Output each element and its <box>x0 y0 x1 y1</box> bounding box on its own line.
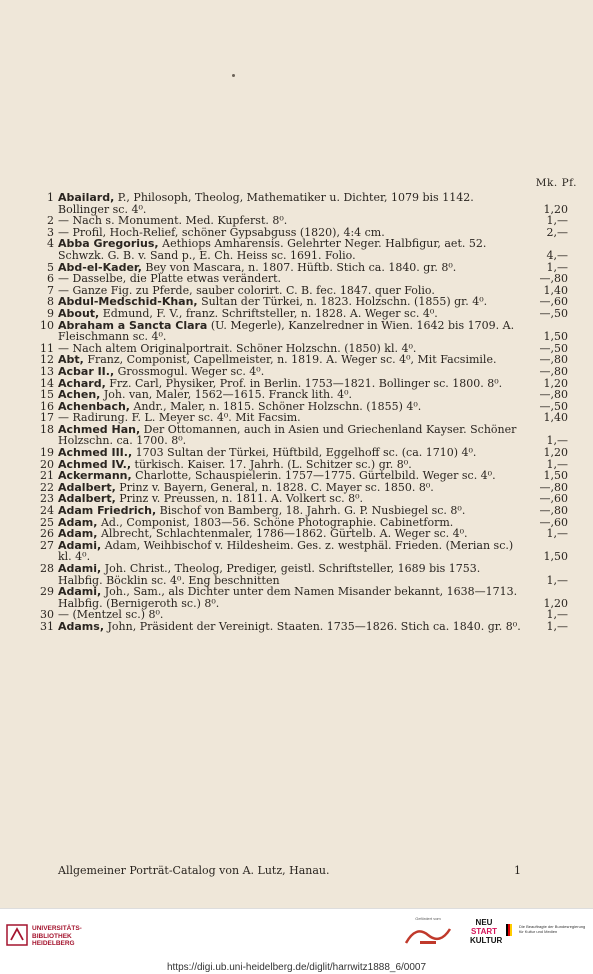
federal-eagle-icon <box>506 924 516 936</box>
entry-name: Acbar II., <box>58 364 115 378</box>
neu-line-2: START <box>470 927 498 936</box>
bkm-text: Die Beauftragte der Bundesregierung für Kultur und Medien <box>519 924 586 934</box>
entry-description: Franz, Componist, Capellmeister, n. 1819. A. Weger sc. 4⁰, Mit Facsimile. <box>83 353 497 367</box>
entry-price: —,50 <box>539 306 568 320</box>
entry-description: Bischof von Bamberg, 18. Jahrh. G. P. Nusbiegel sc. 8⁰. <box>156 504 466 518</box>
entry-number: 23 <box>40 492 54 506</box>
entry-description: Prinz v. Preussen, n. 1811. A. Volkert sc. 8⁰. <box>115 492 363 506</box>
entry-price: 1,— <box>546 619 568 633</box>
entry-description: John, Präsident der Vereinigt. Staaten. 1735—1826. Stich ca. 1840. gr. 8⁰. <box>104 619 521 633</box>
entry-description: P., Philosoph, Theolog, Mathematiker u. Dichter, 1079 bis 1142. Bollinger sc. 4⁰. <box>58 191 474 216</box>
entry-text <box>58 424 568 447</box>
entry-name: Achen, <box>58 388 101 402</box>
entry-number: 5 <box>47 260 54 274</box>
entry-text <box>58 621 568 633</box>
entry-description: — (Mentzel sc.) 8⁰. <box>58 608 164 622</box>
source-url[interactable]: https://digi.ub.uni-heidelberg.de/diglit/harrwitz1888_6/0007 <box>0 962 593 974</box>
entry-price: —,60 <box>539 492 568 506</box>
entry-name: Abba Gregorius, <box>58 237 159 251</box>
ub-heidelberg-logo-icon[interactable] <box>6 924 28 946</box>
entry-name: Adami, <box>58 585 102 599</box>
entry-price: 1,40 <box>543 411 568 425</box>
entry-number: 13 <box>40 364 54 378</box>
entry-description: — Dasselbe, die Platte etwas verändert. <box>58 272 282 286</box>
entry-number: 1 <box>47 191 54 204</box>
entry-name: Adam, <box>58 515 98 529</box>
entry-description: Sultan der Türkei, n. 1823. Holzschn. (1855) gr. 4⁰. <box>197 295 488 309</box>
sponsor-emblem-icon <box>398 921 458 949</box>
entry-description: Ad., Componist, 1803—56. Schöne Photographie. Cabinetform. <box>97 515 454 529</box>
entry-price: 1,50 <box>543 330 568 344</box>
entry-name: Adalbert, <box>58 480 116 494</box>
entry-price: 1,— <box>546 260 568 274</box>
catalog-entry <box>40 619 568 633</box>
entry-price: 1,— <box>546 434 568 448</box>
entry-price: —,60 <box>539 515 568 529</box>
entry-price: —,50 <box>539 341 568 355</box>
entry-price: 2,— <box>546 225 568 239</box>
entry-price: 1,— <box>546 608 568 622</box>
entry-price: 1,50 <box>543 469 568 483</box>
entry-number: 18 <box>40 422 54 436</box>
entry-number: 28 <box>40 562 54 575</box>
catalog-entry <box>40 562 568 587</box>
entry-name: Adami, <box>58 538 102 552</box>
entry-price: 1,20 <box>543 376 568 390</box>
entry-price: —,60 <box>539 295 568 309</box>
entry-name: Abraham a Sancta Clara <box>58 318 208 332</box>
entry-name: Achenbach, <box>58 399 130 413</box>
entry-description: türkisch. Kaiser. 17. Jahrh. (L. Schitzer sc.) gr. 8⁰. <box>131 457 412 471</box>
entry-price: 1,— <box>546 457 568 471</box>
entry-name: Abailard, <box>58 191 115 204</box>
entry-price: —,80 <box>539 364 568 378</box>
entry-price: 1,50 <box>543 550 568 564</box>
entry-number: 26 <box>40 527 54 541</box>
entry-number: 19 <box>40 446 54 460</box>
entry-price: 1,20 <box>543 596 568 610</box>
catalog-entry <box>47 191 568 216</box>
ub-line-2: BIBLIOTHEK <box>32 932 72 940</box>
entry-description: Prinz v. Bayern, General, n. 1828. C. Mayer sc. 1850. 8⁰. <box>115 480 434 494</box>
entry-number: 29 <box>40 585 54 599</box>
entry-number: 12 <box>40 353 54 367</box>
entry-number: 2 <box>47 214 54 228</box>
catalog-entry <box>40 585 568 610</box>
ub-heidelberg-text[interactable] <box>32 925 82 948</box>
entry-number: 31 <box>40 619 54 633</box>
entry-price: 1,20 <box>543 446 568 460</box>
entry-price: —,80 <box>539 504 568 518</box>
bkm-logo <box>506 924 586 936</box>
entry-description: — Profil, Hoch-Relief, schöner Gypsabguss (1820), 4:4 cm. <box>58 225 385 239</box>
entry-description: Aethiops Amharensis. Gelehrter Neger. Halbfigur, aet. 52. Schwzk. G. B. v. Sand p., E. Ch. Heiss sc. 1691. Folio. <box>58 237 487 262</box>
entry-number: 7 <box>47 283 54 297</box>
entry-name: Achmed IV., <box>58 457 132 471</box>
entry-price: —,80 <box>539 388 568 402</box>
entry-name: Achmed Han, <box>58 422 141 436</box>
entry-description: 1703 Sultan der Türkei, Hüftbild, Eggelhoff sc. (ca. 1710) 4⁰. <box>132 446 477 460</box>
entry-text <box>58 586 568 609</box>
entry-description: Joh. Christ., Theolog, Prediger, geistl. Schriftsteller, 1689 bis 1753. Halbfig. Böcklin sc. 4⁰. Eng beschnitten <box>58 562 481 587</box>
entry-description: (U. Megerle), Kanzelredner in Wien. 1642 bis 1709. A. Fleischmann sc. 4⁰. <box>58 318 515 344</box>
entry-number: 11 <box>40 341 54 355</box>
entry-name: Abt, <box>58 353 84 367</box>
entry-price: 4,— <box>546 248 568 262</box>
entry-name: About, <box>58 306 100 320</box>
entry-name: Ackermann, <box>58 469 132 483</box>
entry-number: 17 <box>40 411 54 425</box>
entry-number: 22 <box>40 480 54 494</box>
entry-number: 14 <box>40 376 54 390</box>
entry-name: Adam, <box>58 527 98 541</box>
entry-description: Frz. Carl, Physiker, Prof. in Berlin. 1753—1821. Bollinger sc. 1800. 8⁰. <box>105 376 503 390</box>
entry-number: 4 <box>47 237 54 251</box>
entry-text <box>58 320 568 343</box>
page-footer: Allgemeiner Porträt-Catalog von A. Lutz, Hanau. <box>58 864 330 877</box>
entry-number: 9 <box>47 306 54 320</box>
entry-description: — Radirung. F. L. Meyer sc. 4⁰. Mit Facsim. <box>58 411 301 425</box>
entry-price: 1,— <box>546 214 568 228</box>
neustart-kultur-logo <box>470 918 503 945</box>
bottom-logo-bar <box>0 908 593 963</box>
entry-number: 25 <box>40 515 54 529</box>
entry-name: Abd-el-Kader, <box>58 260 142 274</box>
entry-description: Joh. van, Maler, 1562—1615. Franck lith. 4⁰. <box>100 388 352 402</box>
entry-description: — Ganze Fig. zu Pferde, sauber colorirt. C. B. fec. 1847. quer Folio. <box>58 283 435 297</box>
catalog-entry <box>40 422 568 448</box>
entry-description: Andr., Maler, n. 1815. Schöner Holzschn. (1855) 4⁰. <box>129 399 422 413</box>
entry-description: Grossmogul. Weger sc. 4⁰. <box>114 364 265 378</box>
neu-line-3: KULTUR <box>470 936 503 945</box>
entry-name: Abdul-Medschid-Khan, <box>58 295 198 309</box>
entry-description: Bey von Mascara, n. 1807. Hüftb. Stich ca. 1840. gr. 8⁰. <box>141 260 457 274</box>
entry-name: Adam Friedrich, <box>58 504 157 518</box>
catalog-entry <box>47 237 568 262</box>
entry-number: 6 <box>47 272 54 286</box>
ink-dot <box>232 74 235 77</box>
entry-description: Der Ottomannen, auch in Asien und Griechenland Kayser. Schöner Holzschn. ca. 1700. 8⁰. <box>58 422 517 448</box>
entry-description: Adam, Weihbischof v. Hildesheim. Ges. z. westphäl. Frieden. (Merian sc.) kl. 4⁰. <box>58 538 514 564</box>
entry-price: —,80 <box>539 480 568 494</box>
entry-number: 10 <box>40 318 54 332</box>
entry-name: Adami, <box>58 562 102 575</box>
gefoerdert-label: Gefördert vom <box>415 916 441 921</box>
sponsor-logo <box>398 916 458 952</box>
entry-name: Achmed III., <box>58 446 133 460</box>
entry-description: Joh., Sam., als Dichter unter dem Namen Misander bekannt, 1638—1713. Halbfig. (Bernigeroth sc.) 8⁰. <box>58 585 518 610</box>
entry-name: Adams, <box>58 619 104 633</box>
catalog-entry <box>40 538 568 564</box>
entry-price: 1,— <box>546 573 568 587</box>
page-signature: 1 <box>514 864 521 877</box>
entry-text <box>58 192 568 215</box>
entry-price: 1,20 <box>543 202 568 216</box>
entry-description: Albrecht, Schlachtenmaler, 1786—1862. Gürtelb. A. Weger sc. 4⁰. <box>97 527 468 541</box>
catalog-entries <box>40 191 568 633</box>
entry-number: 27 <box>40 538 54 552</box>
entry-number: 30 <box>40 608 54 622</box>
entry-text <box>58 563 568 586</box>
entry-name: Adalbert, <box>58 492 116 506</box>
entry-price: —,50 <box>539 399 568 413</box>
entry-number: 24 <box>40 504 54 518</box>
entry-text <box>58 238 568 261</box>
entry-number: 20 <box>40 457 54 471</box>
column-header: Mk. Pf. <box>535 177 577 189</box>
entry-number: 15 <box>40 388 54 402</box>
entry-description: Charlotte, Schauspielerin. 1757—1775. Gürtelbild. Weger sc. 4⁰. <box>131 469 496 483</box>
ub-line-1: UNIVERSITÄTS- <box>32 925 82 932</box>
entry-number: 3 <box>47 225 54 239</box>
entry-price: 1,40 <box>543 283 568 297</box>
entry-number: 8 <box>47 295 54 309</box>
entry-price: —,80 <box>539 272 568 286</box>
neu-line-1: NEU <box>475 918 493 927</box>
entry-price: —,80 <box>539 353 568 367</box>
entry-text <box>58 540 568 563</box>
entry-name: Achard, <box>58 376 106 390</box>
entry-price: 1,— <box>546 527 568 541</box>
entry-description: — Nach s. Monument. Med. Kupferst. 8⁰. <box>58 214 288 228</box>
entry-description: Edmund, F. V., franz. Schriftsteller, n. 1828. A. Weger sc. 4⁰. <box>99 306 438 320</box>
entry-number: 21 <box>40 469 54 483</box>
entry-description: — Nach altem Originalportrait. Schöner Holzschn. (1850) kl. 4⁰. <box>58 341 417 355</box>
entry-number: 16 <box>40 399 54 413</box>
ub-line-3: HEIDELBERG <box>32 940 75 947</box>
catalog-entry <box>40 318 568 344</box>
